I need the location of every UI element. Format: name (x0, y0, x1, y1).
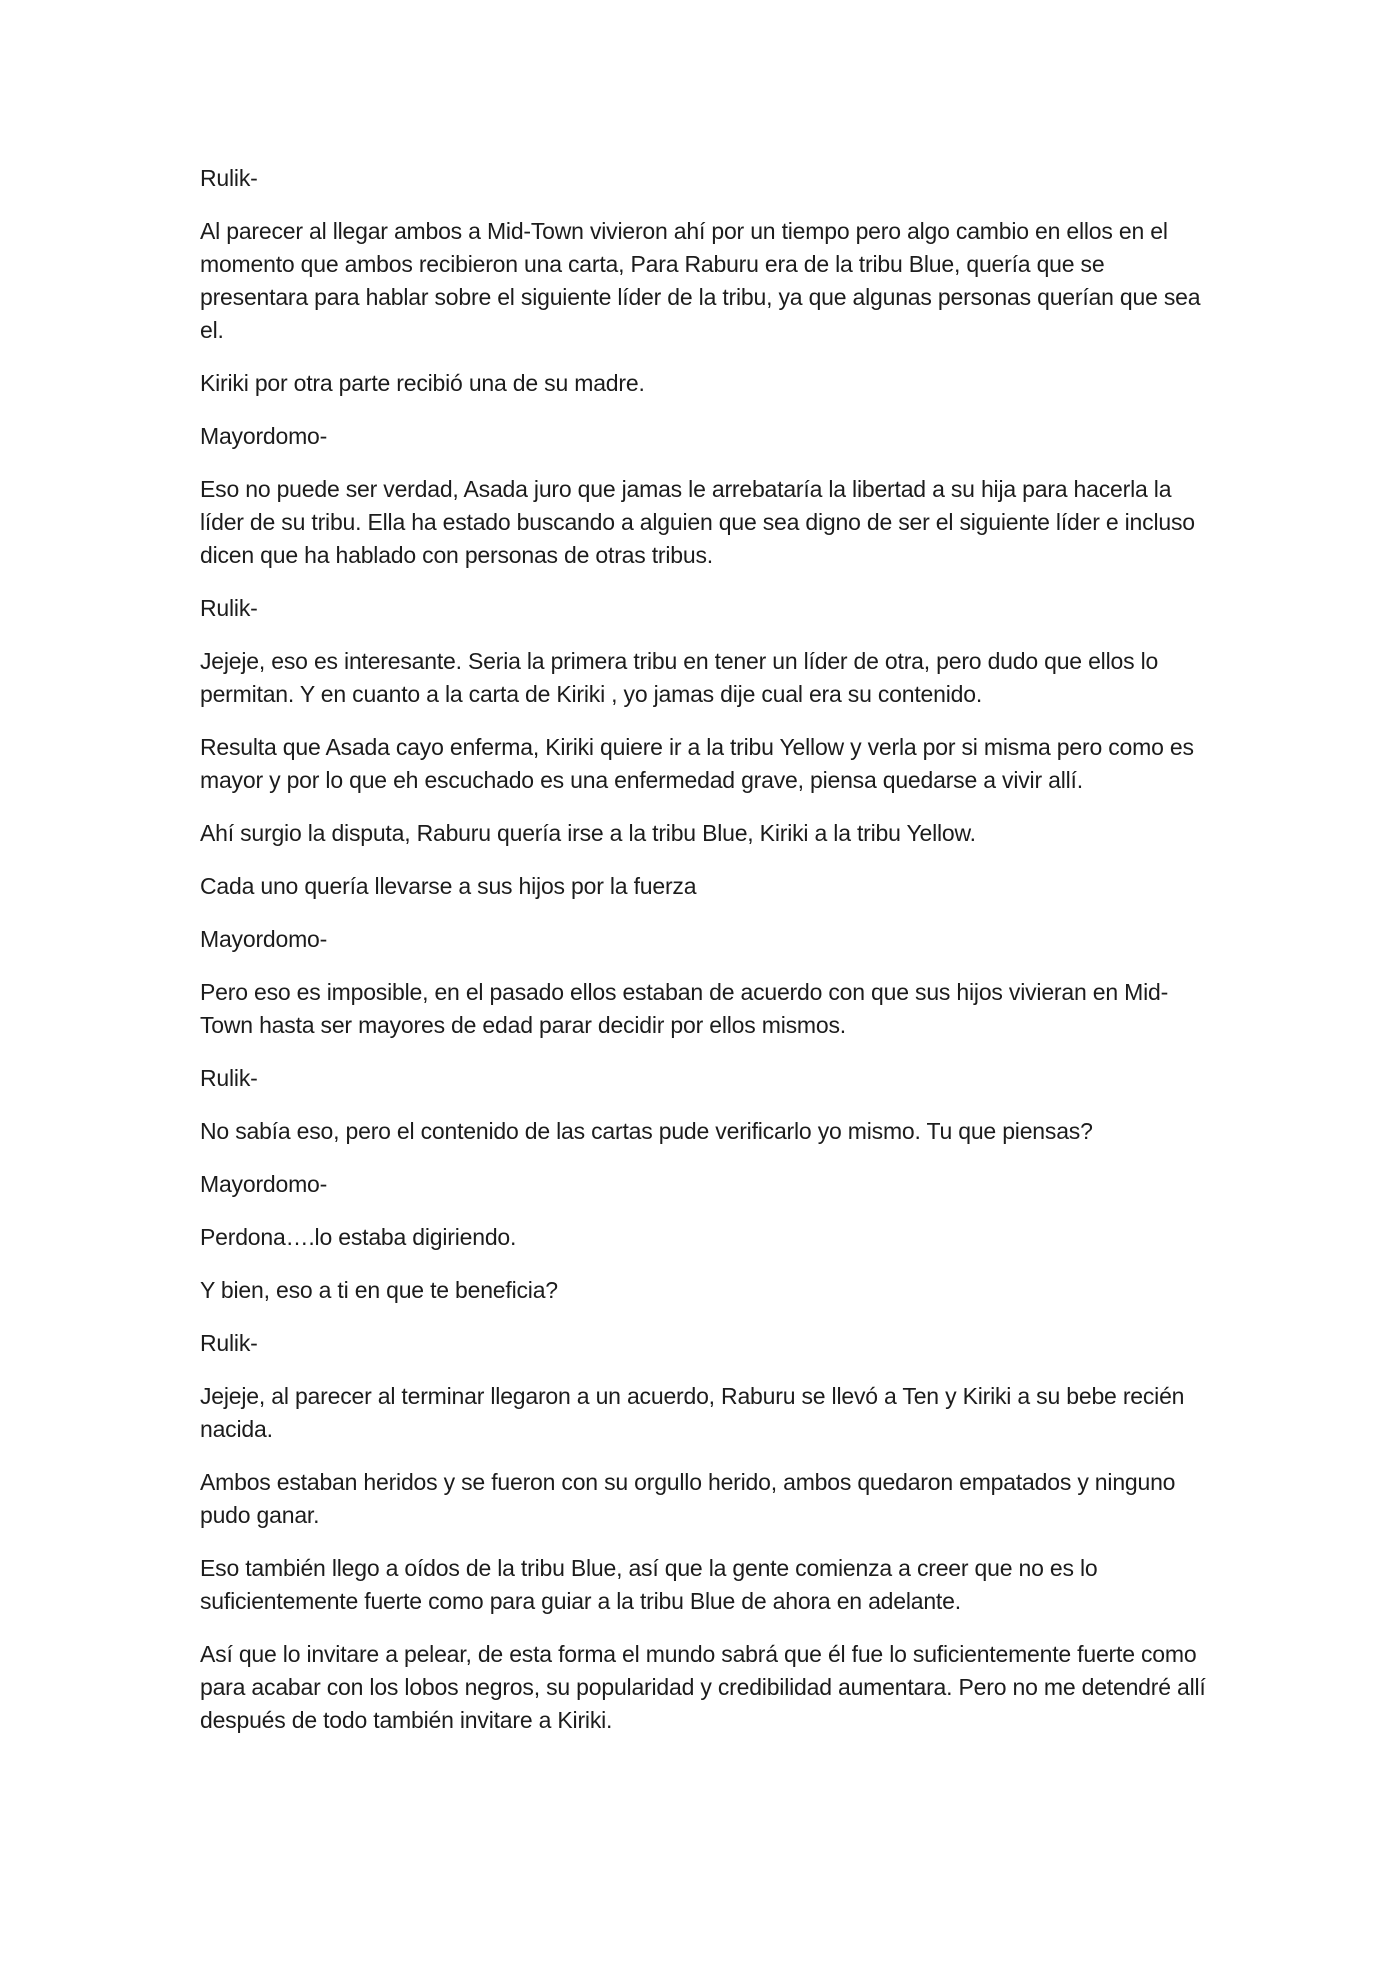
speaker-label: Rulik- (200, 1065, 258, 1091)
speaker-label: Mayordomo- (200, 1171, 328, 1197)
speaker-label: Rulik- (200, 595, 258, 621)
dialogue-paragraph: Eso no puede ser verdad, Asada juro que jamas le arrebataría la libertad a su hija para hacerla la líder de su tribu. Ella ha estado buscando a alguien que sea digno de ser el siguiente líder e incluso dicen que ha hablado con personas de otras tribus. (200, 476, 1195, 568)
document-page (200, 162, 1210, 1757)
speaker-label: Rulik- (200, 1330, 258, 1356)
dialogue-paragraph: Pero eso es imposible, en el pasado ellos estaban de acuerdo con que sus hijos vivieran en Mid-Town hasta ser mayores de edad parar decidir por ellos mismos. (200, 979, 1169, 1038)
dialogue-paragraph: Resulta que Asada cayo enferma, Kiriki quiere ir a la tribu Yellow y verla por si misma pero como es mayor y por lo que eh escuchado es una enfermedad grave, piensa quedarse a vivir allí. (200, 734, 1194, 793)
dialogue-paragraph: Perdona….lo estaba digiriendo. (200, 1224, 517, 1250)
dialogue-paragraph: Cada uno quería llevarse a sus hijos por la fuerza (200, 873, 697, 899)
narration-paragraph: Kiriki por otra parte recibió una de su madre. (200, 370, 645, 396)
speaker-label: Mayordomo- (200, 423, 328, 449)
dialogue-paragraph: Ahí surgio la disputa, Raburu quería irse a la tribu Blue, Kiriki a la tribu Yellow. (200, 820, 976, 846)
dialogue-paragraph: Eso también llego a oídos de la tribu Blue, así que la gente comienza a creer que no es lo suficientemente fuerte como para guiar a la tribu Blue de ahora en adelante. (200, 1555, 1098, 1614)
dialogue-paragraph: Ambos estaban heridos y se fueron con su orgullo herido, ambos quedaron empatados y ninguno pudo ganar. (200, 1469, 1176, 1528)
dialogue-paragraph: Así que lo invitare a pelear, de esta forma el mundo sabrá que él fue lo suficientemente fuerte como para acabar con los lobos negros, su popularidad y credibilidad aumentara. Pero no me detendré allí después de todo también invitare a Kiriki. (200, 1641, 1206, 1733)
narration-paragraph: Al parecer al llegar ambos a Mid-Town vivieron ahí por un tiempo pero algo cambio en ellos en el momento que ambos recibieron una carta, Para Raburu era de la tribu Blue, quería que se presentara para hablar sobre el siguiente líder de la tribu, ya que algunas personas querían que sea el. (200, 218, 1201, 343)
dialogue-paragraph: No sabía eso, pero el contenido de las cartas pude verificarlo yo mismo. Tu que piensas? (200, 1118, 1093, 1144)
dialogue-paragraph: Jejeje, al parecer al terminar llegaron a un acuerdo, Raburu se llevó a Ten y Kiriki a su bebe recién nacida. (200, 1383, 1185, 1442)
speaker-label: Rulik- (200, 165, 258, 191)
speaker-label: Mayordomo- (200, 926, 328, 952)
dialogue-paragraph: Jejeje, eso es interesante. Seria la primera tribu en tener un líder de otra, pero dudo que ellos lo permitan. Y en cuanto a la carta de Kiriki , yo jamas dije cual era su contenido. (200, 648, 1159, 707)
dialogue-paragraph: Y bien, eso a ti en que te beneficia? (200, 1277, 558, 1303)
